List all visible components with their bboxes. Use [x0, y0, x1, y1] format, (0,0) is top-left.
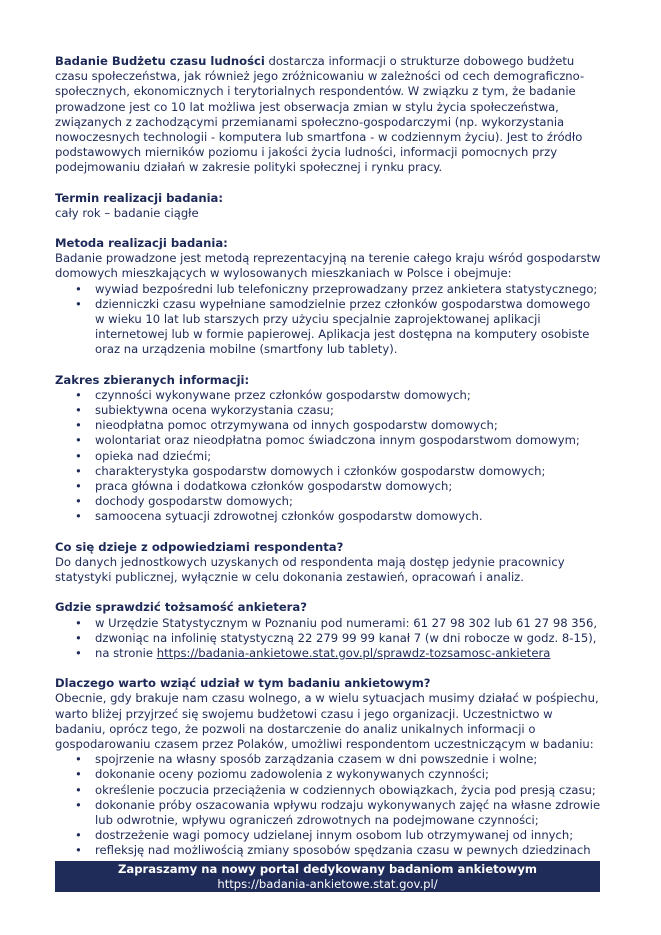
link-prefix: na stronie — [95, 645, 157, 660]
tozsamosc-list — [55, 616, 603, 662]
list-item: • subiektywna ocena wykorzystania czasu; — [95, 403, 603, 418]
list-item: • charakterystyka gospodarstw domowych i członków gospodarstw domowych; — [95, 464, 603, 479]
list-item: • opieka nad dziećmi; — [95, 449, 603, 464]
zakres-heading: Zakres zbieranych informacji: — [55, 372, 250, 387]
banner-url[interactable]: https://badania-ankietowe.stat.gov.pl/ — [217, 877, 438, 891]
list-item: • dokonanie próby oszacowania wpływu rodzaju wykonywanych zajęć na własne zdrowie lub odwrotnie, wpływu ograniczeń zdrowotnych na podejmowane czynności; — [95, 798, 603, 828]
dlaczego-list — [55, 752, 603, 874]
list-item: • wolontariat oraz nieodpłatna pomoc świadczona innym gospodarstwom domowym; — [95, 433, 603, 448]
termin-heading: Termin realizacji badania: — [55, 190, 224, 205]
list-item: • dzwoniąc na infolinię statystyczną 22 279 99 99 kanał 7 (w dni robocze w godz. 8-15), — [95, 631, 603, 646]
dlaczego-section — [55, 676, 603, 874]
list-item: • określenie poczucia przeciążenia w codziennych obowiązkach, życia pod presją czasu; — [95, 783, 603, 798]
list-item: • dokonanie oceny poziomu zadowolenia z wykonywanych czynności; — [95, 767, 603, 782]
banner-title: Zapraszamy na nowy portal dedykowany badaniom ankietowym — [117, 862, 537, 876]
odpowiedzi-text: Do danych jednostkowych uzyskanych od respondenta mają dostęp jedynie pracownicy statystyki publicznej, wyłącznie w celu dokonania zestawień, opracowań i analiz. — [55, 554, 565, 585]
intro-paragraph — [55, 54, 603, 176]
odpowiedzi-section — [55, 540, 603, 586]
intro-title: Badanie Budżetu czasu ludności — [55, 54, 265, 68]
zakres-section — [55, 373, 603, 525]
list-item: • praca główna i dodatkowa członków gospodarstw domowych; — [95, 479, 603, 494]
dlaczego-text: Obecnie, gdy brakuje nam czasu wolnego, a w wielu sytuacjach musimy działać w pośpiechu, warto bliżej przyjrzeć się swojemu budżetowi czasu i jego organizacji. Uczestnictwo w badaniu, oprócz tego, że pozwoli na dostarczenie do analiz unikalnych informacji o gospodarowaniu czasem przez Polaków, umożliwi respondentom uczestniczącym w badaniu: — [55, 691, 599, 751]
termin-section — [55, 191, 603, 221]
list-item: • dostrzeżenie wagi pomocy udzielanej innym osobom lub otrzymywanej od innych; — [95, 828, 603, 843]
metoda-heading: Metoda realizacji badania: — [55, 236, 228, 251]
list-item: • czynności wykonywane przez członków gospodarstw domowych; — [95, 388, 603, 403]
document-body — [55, 54, 603, 874]
zakres-list — [55, 388, 603, 525]
odpowiedzi-heading: Co się dzieje z odpowiedziami respondenta? — [55, 539, 344, 554]
metoda-list — [55, 282, 603, 358]
verify-interviewer-link[interactable]: https://badania-ankietowe.stat.gov.pl/sprawdz-tozsamosc-ankietera — [156, 645, 551, 660]
metoda-text: Badanie prowadzone jest metodą reprezentacyjną na terenie całego kraju wśród gospodarstw domowych mieszkających w wylosowanych mieszkaniach w Polsce i obejmuje: — [55, 251, 601, 281]
intro-text: dostarcza informacji o strukturze dobowego budżetu czasu społeczeństwa, jak również jego zróżnicowaniu w zależności od cech demograficzno-społecznych, ekonomicznych i terytorialnych respondentów. W związku z tym, że badanie prowadzone jest co 10 lat możliwa jest obserwacja zmian w stylu życia społeczeństwa, związanych z zachodzącymi przemianami społeczno-gospodarczymi (np. wykorzystania nowoczesnych technologii - komputera lub smartfona - w codziennym życiu). Jest to źródło podstawowych mierników poziomu i jakości życia ludności, informacji pomocnych przy podejmowaniu działań w zakresie polityki społecznej i rynku pracy. — [55, 54, 585, 175]
metoda-section — [55, 236, 603, 358]
list-item: • spojrzenie na własny sposób zarządzania czasem w dni powszednie i wolne; — [95, 752, 603, 767]
list-item: • refleksję nad możliwością zmiany sposobów spędzania czasu w pewnych dziedzinach — [95, 843, 603, 873]
portal-banner — [55, 861, 600, 892]
list-item: • wywiad bezpośredni lub telefoniczny przeprowadzany przez ankietera statystycznego; — [95, 282, 603, 297]
list-item: • samoocena sytuacji zdrowotnej członków gospodarstw domowych. — [95, 509, 603, 524]
list-item: • nieodpłatna pomoc otrzymywana od innych gospodarstw domowych; — [95, 418, 603, 433]
termin-text: cały rok – badanie ciągłe — [55, 205, 199, 220]
dlaczego-heading: Dlaczego warto wziąć udział w tym badaniu ankietowym? — [55, 676, 431, 691]
list-item: • w Urzędzie Statystycznym w Poznaniu pod numerami: 61 27 98 302 lub 61 27 98 356, — [95, 616, 603, 631]
list-item: • dochody gospodarstw domowych; — [95, 494, 603, 509]
tozsamosc-heading: Gdzie sprawdzić tożsamość ankietera? — [55, 600, 307, 615]
list-item — [95, 646, 603, 661]
tozsamosc-section — [55, 600, 603, 661]
list-item: • dzienniczki czasu wypełniane samodzielnie przez członków gospodarstwa domowego w wieku 10 lat lub starszych przy użyciu specjalnie zaprojektowanej aplikacji internetowej lub w formie papierowej. Aplikacja jest dostępna na komputery osobiste oraz na urządzenia mobilne (smartfony lub tablety). — [95, 297, 603, 358]
